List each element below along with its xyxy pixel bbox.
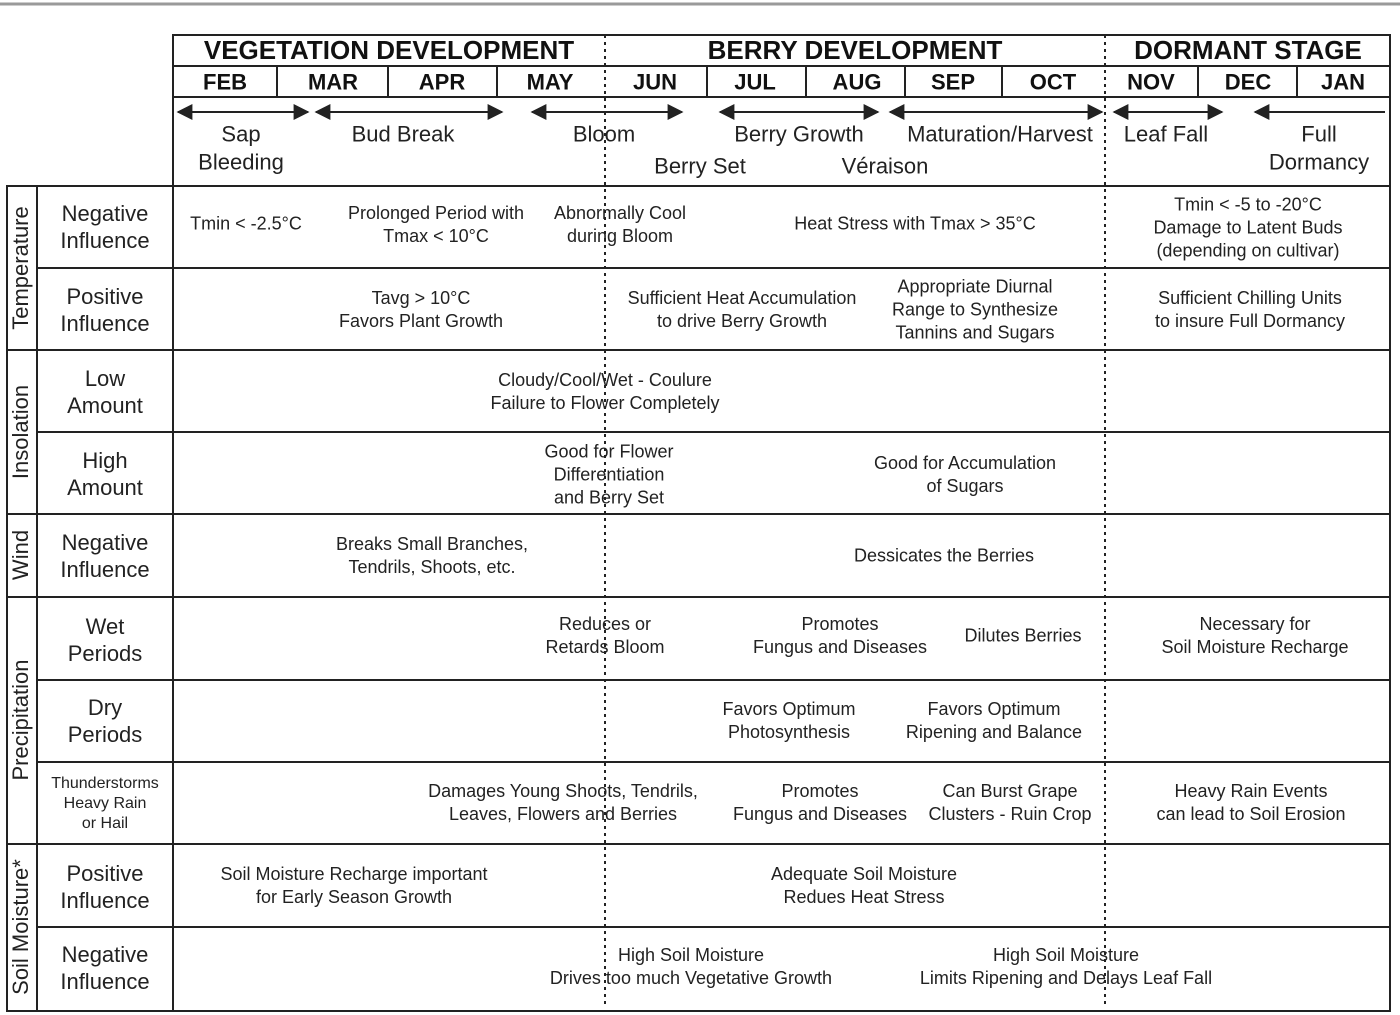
row-soil-negative: Negative Influence	[60, 941, 150, 994]
cell-thunder-4: Heavy Rain Events can lead to Soil Erosion	[1156, 780, 1346, 824]
cell-temp-neg-1: Tmin < -2.5°C	[190, 213, 302, 234]
row-temp-negative: Negative Influence	[60, 200, 150, 253]
cell-temp-neg-4: Heat Stress with Tmax > 35°C	[794, 213, 1036, 234]
phase-berry-growth: Berry Growth	[734, 121, 864, 147]
row-temp-positive: Positive Influence	[60, 283, 150, 336]
row-insol-high: High Amount	[67, 447, 143, 500]
phase-bud-break: Bud Break	[351, 121, 455, 147]
cell-wet-3: Dilutes Berries	[964, 625, 1082, 646]
cell-soil-pos-2: Adequate Soil Moisture Redues Heat Stress	[770, 863, 958, 907]
phase-maturation-harvest: Maturation/Harvest	[907, 121, 1093, 147]
cell-temp-neg-3: Abnormally Cool during Bloom	[553, 202, 687, 246]
cell-thunder-3: Can Burst Grape Clusters - Ruin Crop	[928, 780, 1092, 824]
phase-veraison: Véraison	[841, 153, 929, 179]
cell-wind-neg-1: Breaks Small Branches, Tendrils, Shoots, etc.	[335, 533, 529, 577]
month-sep: SEP	[930, 69, 976, 95]
phase-bloom: Bloom	[572, 121, 636, 147]
month-jun: JUN	[632, 69, 678, 95]
category-precipitation: Precipitation	[8, 659, 33, 781]
month-mar: MAR	[307, 69, 359, 95]
month-may: MAY	[526, 69, 574, 95]
month-dec: DEC	[1224, 69, 1272, 95]
cell-insol-low-1: Cloudy/Cool/Wet - Coulure Failure to Flower Completely	[490, 369, 720, 413]
cell-temp-neg-2: Prolonged Period with Tmax < 10°C	[347, 202, 525, 246]
stage-dormant: DORMANT STAGE	[1134, 35, 1362, 66]
cell-temp-neg-5: Tmin < -5 to -20°C Damage to Latent Buds (depending on cultivar)	[1153, 194, 1343, 261]
cell-insol-high-2: Good for Accumulation of Sugars	[873, 452, 1057, 496]
cell-dry-2: Favors Optimum Ripening and Balance	[905, 698, 1083, 742]
category-insolation: Insolation	[8, 384, 33, 480]
cell-temp-pos-1: Tavg > 10°C Favors Plant Growth	[338, 287, 504, 331]
category-temperature: Temperature	[8, 206, 33, 330]
cell-soil-neg-2: High Soil Moisture Limits Ripening and Delays Leaf Fall	[919, 944, 1213, 988]
month-nov: NOV	[1127, 69, 1175, 95]
stage-berry: BERRY DEVELOPMENT	[707, 35, 1003, 66]
row-soil-positive: Positive Influence	[60, 860, 150, 913]
phase-full-dormancy: Full Dormancy	[1268, 121, 1370, 174]
phase-berry-set: Berry Set	[654, 153, 746, 179]
cell-dry-1: Favors Optimum Photosynthesis	[722, 698, 856, 742]
cell-wind-neg-2: Dessicates the Berries	[853, 545, 1035, 566]
stage-vegetation: VEGETATION DEVELOPMENT	[203, 35, 575, 66]
category-soil-moisture: Soil Moisture*	[8, 859, 33, 995]
cell-wet-4: Necessary for Soil Moisture Recharge	[1161, 613, 1349, 657]
row-precip-thunder: Thunderstorms Heavy Rain or Hail	[51, 775, 159, 832]
cell-thunder-2: Promotes Fungus and Diseases	[732, 780, 908, 824]
row-wind-negative: Negative Influence	[60, 529, 150, 582]
cell-temp-pos-4: Sufficient Chilling Units to insure Full Dormancy	[1154, 287, 1346, 331]
cell-wet-1: Reduces or Retards Bloom	[545, 613, 665, 657]
cell-wet-2: Promotes Fungus and Diseases	[752, 613, 928, 657]
cell-soil-pos-1: Soil Moisture Recharge important for Early Season Growth	[220, 863, 488, 907]
row-precip-wet: Wet Periods	[67, 613, 143, 666]
phase-sap-bleeding: Sap Bleeding	[198, 121, 284, 174]
cell-insol-high-1: Good for Flower Differentiation and Berry Set	[544, 441, 674, 508]
month-feb: FEB	[203, 69, 247, 95]
cell-temp-pos-2: Sufficient Heat Accumulation to drive Berry Growth	[627, 287, 857, 331]
row-precip-dry: Dry Periods	[67, 694, 143, 747]
phase-leaf-fall: Leaf Fall	[1123, 121, 1209, 147]
cell-thunder-1: Damages Young Shoots, Tendrils, Leaves, Flowers and Berries	[428, 780, 698, 824]
cell-temp-pos-3: Appropriate Diurnal Range to Synthesize Tannins and Sugars	[891, 276, 1059, 343]
row-insol-low: Low Amount	[67, 365, 143, 418]
month-jan: JAN	[1320, 69, 1366, 95]
cell-soil-neg-1: High Soil Moisture Drives too much Vegetative Growth	[549, 944, 833, 988]
category-wind: Wind	[8, 529, 33, 581]
month-jul: JUL	[734, 69, 776, 95]
month-apr: APR	[418, 69, 466, 95]
month-oct: OCT	[1029, 69, 1077, 95]
month-aug: AUG	[832, 69, 882, 95]
